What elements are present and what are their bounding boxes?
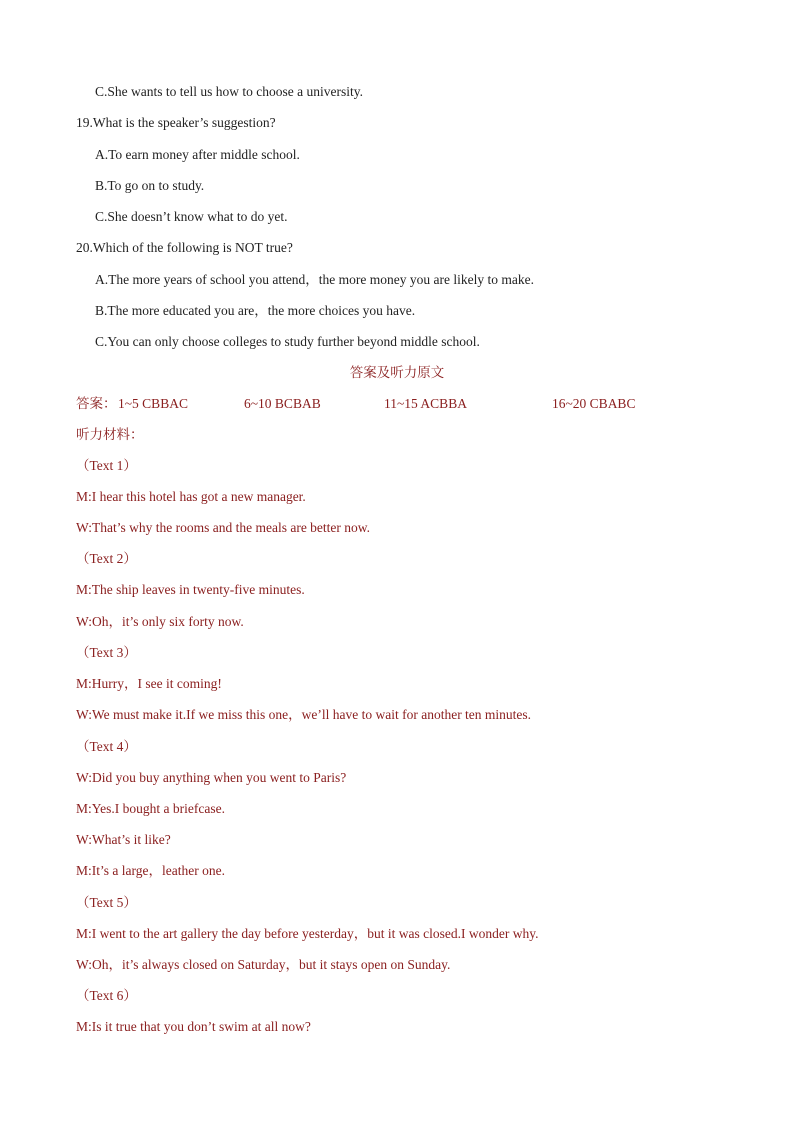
transcript-line: （Text 4） bbox=[76, 739, 137, 754]
transcript-line: M:I hear this hotel has got a new manager. bbox=[76, 489, 306, 504]
q19-option-a: A.To earn money after middle school. bbox=[95, 147, 300, 162]
q19-option-c: C.She doesn’t know what to do yet. bbox=[95, 209, 288, 224]
transcript-heading: 听力材料： bbox=[76, 427, 144, 442]
q18-option-c: C.She wants to tell us how to choose a university. bbox=[95, 84, 363, 99]
transcript-line: W:Did you buy anything when you went to Paris? bbox=[76, 770, 347, 785]
transcript-line: M:It’s a large，leather one. bbox=[76, 863, 225, 878]
transcript-line: （Text 2） bbox=[76, 551, 137, 566]
transcript-line: M:The ship leaves in twenty-five minutes. bbox=[76, 582, 305, 597]
transcript-line: M:Is it true that you don’t swim at all now? bbox=[76, 1019, 311, 1034]
answers-title: 答案及听力原文 bbox=[349, 365, 445, 380]
q20-option-a: A.The more years of school you attend，the more money you are likely to make. bbox=[95, 272, 534, 287]
transcript-line: （Text 6） bbox=[76, 988, 137, 1003]
answer-key-label: 答案： bbox=[76, 396, 117, 411]
transcript-line: W:Oh，it’s always closed on Saturday，but it stays open on Sunday. bbox=[76, 957, 451, 972]
answer-group-1: 1~5 CBBAC bbox=[118, 396, 188, 411]
answer-group-3: 11~15 ACBBA bbox=[384, 396, 467, 411]
answer-group-4: 16~20 CBABC bbox=[552, 396, 636, 411]
transcript-line: W:We must make it.If we miss this one，we’ll have to wait for another ten minutes. bbox=[76, 707, 532, 722]
transcript-line: （Text 5） bbox=[76, 895, 137, 910]
q20-stem: 20.Which of the following is NOT true? bbox=[76, 240, 293, 255]
q20-option-c: C.You can only choose colleges to study further beyond middle school. bbox=[95, 334, 480, 349]
transcript-line: M:Hurry，I see it coming! bbox=[76, 676, 222, 691]
answer-key-row bbox=[0, 396, 794, 412]
transcript-line: W:That’s why the rooms and the meals are better now. bbox=[76, 520, 371, 535]
answer-group-2: 6~10 BCBAB bbox=[244, 396, 321, 411]
transcript-line: W:What’s it like? bbox=[76, 832, 171, 847]
transcript-line: W:Oh，it’s only six forty now. bbox=[76, 614, 244, 629]
q20-option-b: B.The more educated you are，the more choices you have. bbox=[95, 303, 416, 318]
transcript-line: （Text 1） bbox=[76, 458, 137, 473]
q19-stem: 19.What is the speaker’s suggestion? bbox=[76, 115, 276, 130]
transcript-line: M:Yes.I bought a briefcase. bbox=[76, 801, 225, 816]
transcript-line: M:I went to the art gallery the day before yesterday，but it was closed.I wonder why. bbox=[76, 926, 539, 941]
q19-option-b: B.To go on to study. bbox=[95, 178, 205, 193]
transcript-line: （Text 3） bbox=[76, 645, 137, 660]
